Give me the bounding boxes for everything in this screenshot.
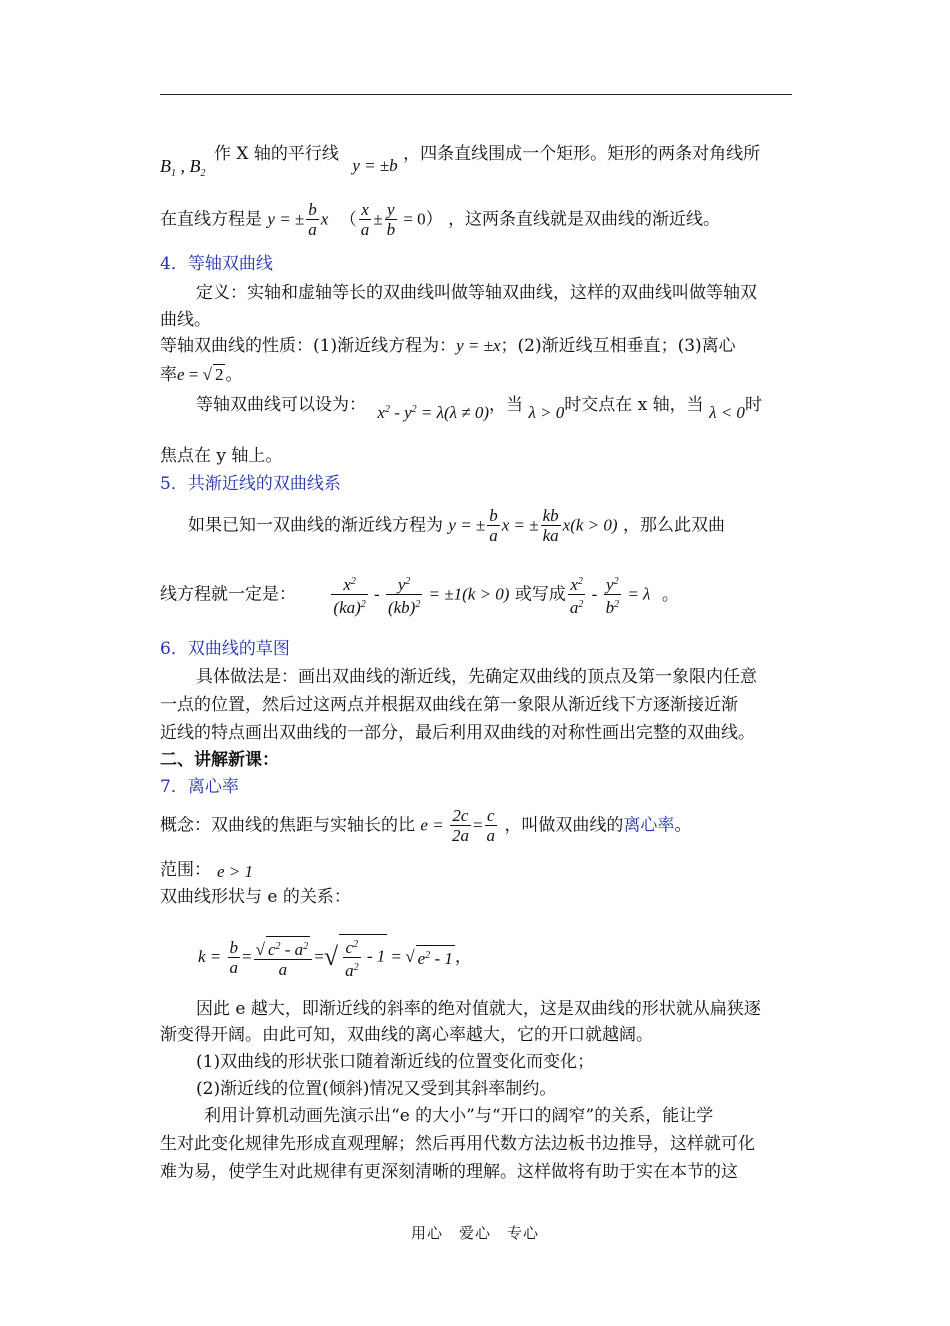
slope-formula: k = $\frac{b}{a}$ = $\frac{√ c^2 - a^2}{a}$ =√ $\frac{c^2}{a^2}$ - 1 = √ $e^2 - 1$ ， xyxy=(198,934,472,980)
section-2-heading: 二、讲解新课： xyxy=(160,750,279,770)
rect-line-2: 在直线方程是 y = ± $\frac{b}{a}$ x （ $\frac{x}{a}$ ± $\frac{y}{b}$ = 0） ，这两条直线就是双曲线的渐近线。 xyxy=(160,200,721,239)
final-line-3: 难为易，使学生对此规律有更深刻清晰的理解。这样做将有助于实在本节的这 xyxy=(160,1162,738,1182)
heading-5: 5．共渐近线的双曲线系 xyxy=(160,474,341,494)
thus-line-2: 渐变得开阔。由此可知，双曲线的离心率越大，它的开口就越阔。 xyxy=(160,1025,653,1045)
prop-line-1: 等轴双曲线的性质：(1)渐近线方程为：y = ±x；(2)渐近线互相垂直；(3)离心 xyxy=(160,336,736,356)
heading-7: 7．离心率 xyxy=(160,777,239,797)
equi-set-line: 等轴双曲线可以设为： $x^2 - y^2 = \lambda(\lambda \ne 0)$，当 λ > 0时交点在 x 轴，当 λ < 0时 xyxy=(196,395,762,422)
concept-line: 概念：双曲线的焦距与实轴长的比 e = $\frac{2c}{2a}$ = $\frac{c}{a}$ ，叫做双曲线的离心率。 xyxy=(160,806,692,845)
header-rule xyxy=(160,94,792,95)
range-line: 范围： e > 1 xyxy=(160,860,254,881)
heading-4: 4．等轴双曲线 xyxy=(160,254,273,274)
co-line-2: 线方程就一定是： $\frac{x^2}{(ka)^2}$ - $\frac{y^2}{(kb)^2}$ = ±1(k > 0) 或写成 $\frac{x^2}{a^2}$ - $\frac{y^2}{b^2}$ = λ 。 xyxy=(160,572,679,617)
final-line-1: 利用计算机动画先演示出“e 的大小”与“开口的阔窄”的关系，能让学 xyxy=(204,1106,714,1126)
point-1: (1)双曲线的形状张口随着渐近线的位置变化而变化； xyxy=(196,1052,595,1072)
def-line-2: 曲线。 xyxy=(160,310,211,330)
sketch-line-2: 一点的位置，然后过这两点并根据双曲线在第一象限从渐近线下方逐渐接近渐 xyxy=(160,695,738,715)
b1-b2-label: $B_1$ , $B_2$ xyxy=(160,156,206,179)
thus-line-1: 因此 e 越大，即渐近线的斜率的绝对值就大，这是双曲线的形状就从扁狭逐 xyxy=(196,999,761,1019)
prop-line-2: 率e = √ 2 。 xyxy=(160,365,243,385)
page-footer: 用心 爱心 专心 xyxy=(410,1224,539,1242)
co-line-1: 如果已知一双曲线的渐近线方程为 y = ± $\frac{b}{a}$ x = ± $\frac{kb}{ka}$ x(k > 0) ，那么此双曲 xyxy=(188,506,725,545)
point-2: (2)渐近线的位置(倾斜)情况又受到其斜率制约。 xyxy=(196,1079,557,1099)
sketch-line-1: 具体做法是：画出双曲线的渐近线，先确定双曲线的顶点及第一象限内任意 xyxy=(196,667,757,687)
def-line-1: 定义：实轴和虚轴等长的双曲线叫做等轴双曲线，这样的双曲线叫做等轴双 xyxy=(196,283,757,303)
shape-line: 双曲线形状与 e 的关系： xyxy=(160,887,351,907)
heading-6: 6．双曲线的草图 xyxy=(160,639,290,659)
sketch-line-3: 近线的特点画出双曲线的一部分，最后利用双曲线的对称性画出完整的双曲线。 xyxy=(160,723,755,743)
equi-set-line-2: 焦点在 y 轴上。 xyxy=(160,446,283,466)
rect-line-1: 作 X 轴的平行线 y = ±b ，四条直线围成一个矩形。矩形的两条对角线所 xyxy=(214,144,761,175)
final-line-2: 生对此变化规律先形成直观理解；然后再用代数方法边板书边推导，这样就可化 xyxy=(160,1134,755,1154)
